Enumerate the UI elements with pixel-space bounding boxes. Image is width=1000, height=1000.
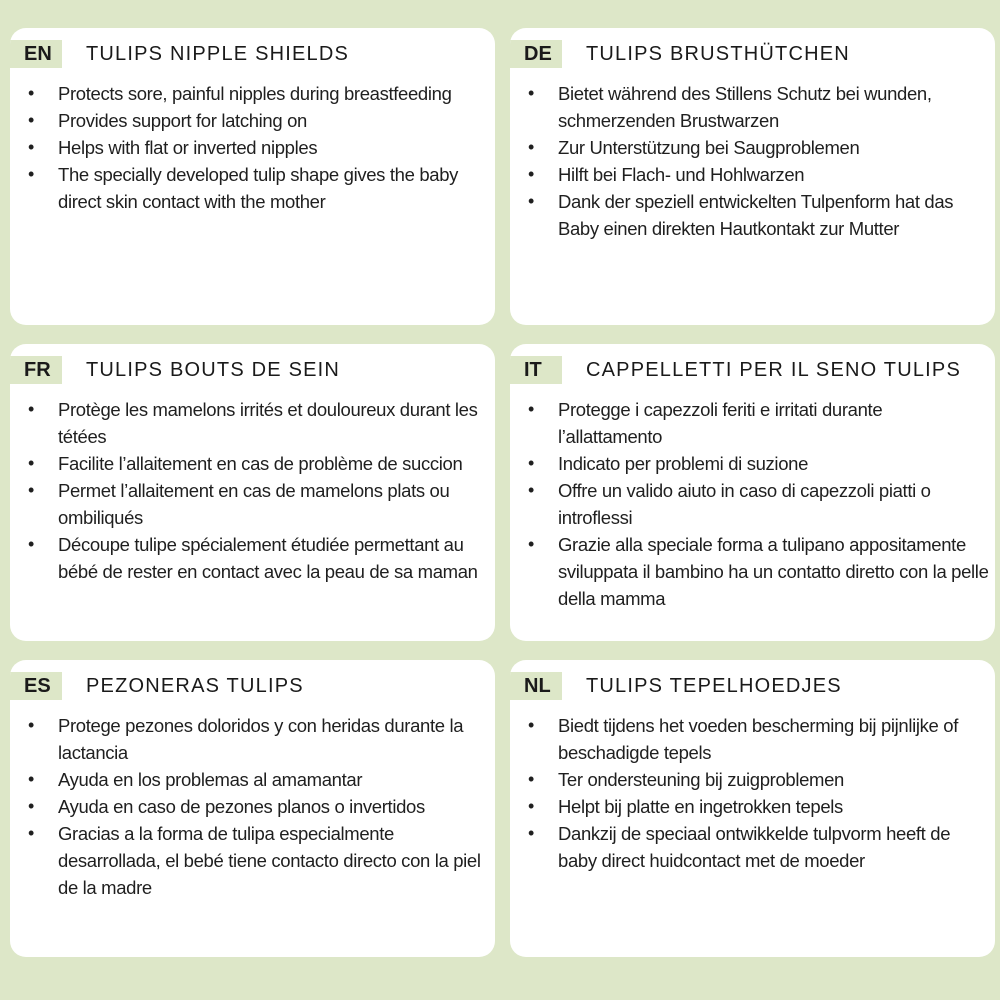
- panel-title: TULIPS TEPELHOEDJES: [586, 675, 842, 697]
- bullet-icon: •: [28, 715, 34, 735]
- language-code-badge: DE: [510, 40, 562, 68]
- list-item-text: Facilite l’allaitement en cas de problème de succion: [58, 453, 463, 474]
- panel-title: TULIPS BOUTS DE SEIN: [86, 359, 341, 381]
- language-code-badge: EN: [10, 40, 62, 68]
- bullet-icon: •: [528, 480, 534, 500]
- bullet-icon: •: [28, 796, 34, 816]
- panel-header: [510, 40, 995, 68]
- panel-header: [10, 672, 495, 700]
- list-item-text: Bietet während des Stillens Schutz bei wunden, schmerzenden Brustwarzen: [558, 83, 932, 131]
- bullet-icon: •: [528, 453, 534, 473]
- list-item-text: Protegge i capezzoli feriti e irritati durante l’allattamento: [558, 399, 883, 447]
- list-item-text: Offre un valido aiuto in caso di capezzoli piatti o introflessi: [558, 480, 931, 528]
- bullet-icon: •: [528, 796, 534, 816]
- list-item: [10, 80, 489, 107]
- list-item: [10, 820, 489, 901]
- list-item: [10, 107, 489, 134]
- list-item-text: Biedt tijdens het voeden bescherming bij pijnlijke of beschadigde tepels: [558, 715, 959, 763]
- bullet-list: [10, 80, 489, 215]
- panel-header: [510, 672, 995, 700]
- list-item: [10, 396, 489, 450]
- list-item-text: Protects sore, painful nipples during breastfeeding: [58, 83, 452, 104]
- list-item: [10, 712, 489, 766]
- language-code-badge: IT: [510, 356, 562, 384]
- list-item: [10, 161, 489, 215]
- list-item-text: Protège les mamelons irrités et douloureux durant les tétées: [58, 399, 478, 447]
- list-item-text: Provides support for latching on: [58, 110, 307, 131]
- bullet-icon: •: [528, 534, 534, 554]
- panel-header: [10, 40, 495, 68]
- bullet-icon: •: [528, 191, 534, 211]
- bullet-icon: •: [28, 480, 34, 500]
- bullet-icon: •: [28, 83, 34, 103]
- list-item: [510, 531, 989, 612]
- bullet-icon: •: [28, 453, 34, 473]
- list-item: [10, 531, 489, 585]
- list-item: [10, 793, 489, 820]
- panel-header: [510, 356, 995, 384]
- list-item: [510, 396, 989, 450]
- bullet-icon: •: [528, 769, 534, 789]
- list-item: [510, 450, 989, 477]
- list-item-text: Permet l’allaitement en cas de mamelons plats ou ombiliqués: [58, 480, 450, 528]
- bullet-icon: •: [528, 83, 534, 103]
- bullet-icon: •: [528, 399, 534, 419]
- bullet-icon: •: [28, 769, 34, 789]
- list-item: [510, 766, 989, 793]
- language-grid: [10, 28, 995, 957]
- bullet-icon: •: [28, 164, 34, 184]
- panel-de: [510, 28, 995, 325]
- list-item: [510, 793, 989, 820]
- list-item-text: Grazie alla speciale forma a tulipano appositamente sviluppata il bambino ha un contatto diretto con la pelle della mamma: [558, 534, 989, 609]
- list-item-text: Helps with flat or inverted nipples: [58, 137, 318, 158]
- list-item: [10, 477, 489, 531]
- panel-header: [10, 356, 495, 384]
- panel-title: TULIPS BRUSTHÜTCHEN: [586, 43, 850, 65]
- bullet-icon: •: [28, 823, 34, 843]
- language-code-badge: NL: [510, 672, 562, 700]
- bullet-icon: •: [528, 164, 534, 184]
- bullet-icon: •: [28, 534, 34, 554]
- panel-it: [510, 344, 995, 641]
- panel-fr: [10, 344, 495, 641]
- list-item: [10, 450, 489, 477]
- list-item-text: Hilft bei Flach- und Hohlwarzen: [558, 164, 805, 185]
- list-item: [510, 820, 989, 874]
- list-item: [10, 134, 489, 161]
- list-item: [510, 161, 989, 188]
- bullet-list: [510, 396, 989, 612]
- language-code-badge: ES: [10, 672, 62, 700]
- bullet-icon: •: [28, 110, 34, 130]
- bullet-icon: •: [528, 823, 534, 843]
- bullet-icon: •: [528, 715, 534, 735]
- bullet-list: [510, 80, 989, 242]
- panel-nl: [510, 660, 995, 957]
- list-item-text: Ayuda en los problemas al amamantar: [58, 769, 363, 790]
- bullet-icon: •: [28, 137, 34, 157]
- bullet-icon: •: [28, 399, 34, 419]
- panel-title: TULIPS NIPPLE SHIELDS: [86, 43, 350, 65]
- list-item: [510, 134, 989, 161]
- bullet-list: [10, 712, 489, 901]
- bullet-icon: •: [528, 137, 534, 157]
- panel-title: PEZONERAS TULIPS: [86, 675, 304, 697]
- list-item: [510, 712, 989, 766]
- list-item-text: Ayuda en caso de pezones planos o invertidos: [58, 796, 425, 817]
- list-item-text: Protege pezones doloridos y con heridas durante la lactancia: [58, 715, 464, 763]
- panel-title: CAPPELLETTI PER IL SENO TULIPS: [586, 359, 962, 381]
- list-item: [510, 477, 989, 531]
- list-item-text: Découpe tulipe spécialement étudiée permettant au bébé de rester en contact avec la peau de sa maman: [58, 534, 478, 582]
- bullet-list: [510, 712, 989, 874]
- list-item-text: Indicato per problemi di suzione: [558, 453, 809, 474]
- list-item-text: Zur Unterstützung bei Saugproblemen: [558, 137, 860, 158]
- list-item-text: Dankzij de speciaal ontwikkelde tulpvorm heeft de baby direct huidcontact met de moeder: [558, 823, 951, 871]
- list-item-text: Ter ondersteuning bij zuigproblemen: [558, 769, 844, 790]
- list-item-text: Dank der speziell entwickelten Tulpenform hat das Baby einen direkten Hautkontakt zur Mutter: [558, 191, 954, 239]
- panel-es: [10, 660, 495, 957]
- list-item: [510, 188, 989, 242]
- list-item-text: The specially developed tulip shape gives the baby direct skin contact with the mother: [58, 164, 459, 212]
- bullet-list: [10, 396, 489, 585]
- list-item-text: Gracias a la forma de tulipa especialmente desarrollada, el bebé tiene contacto directo con la piel de la madre: [58, 823, 481, 898]
- list-item-text: Helpt bij platte en ingetrokken tepels: [558, 796, 843, 817]
- list-item: [510, 80, 989, 134]
- language-code-badge: FR: [10, 356, 62, 384]
- list-item: [10, 766, 489, 793]
- panel-en: [10, 28, 495, 325]
